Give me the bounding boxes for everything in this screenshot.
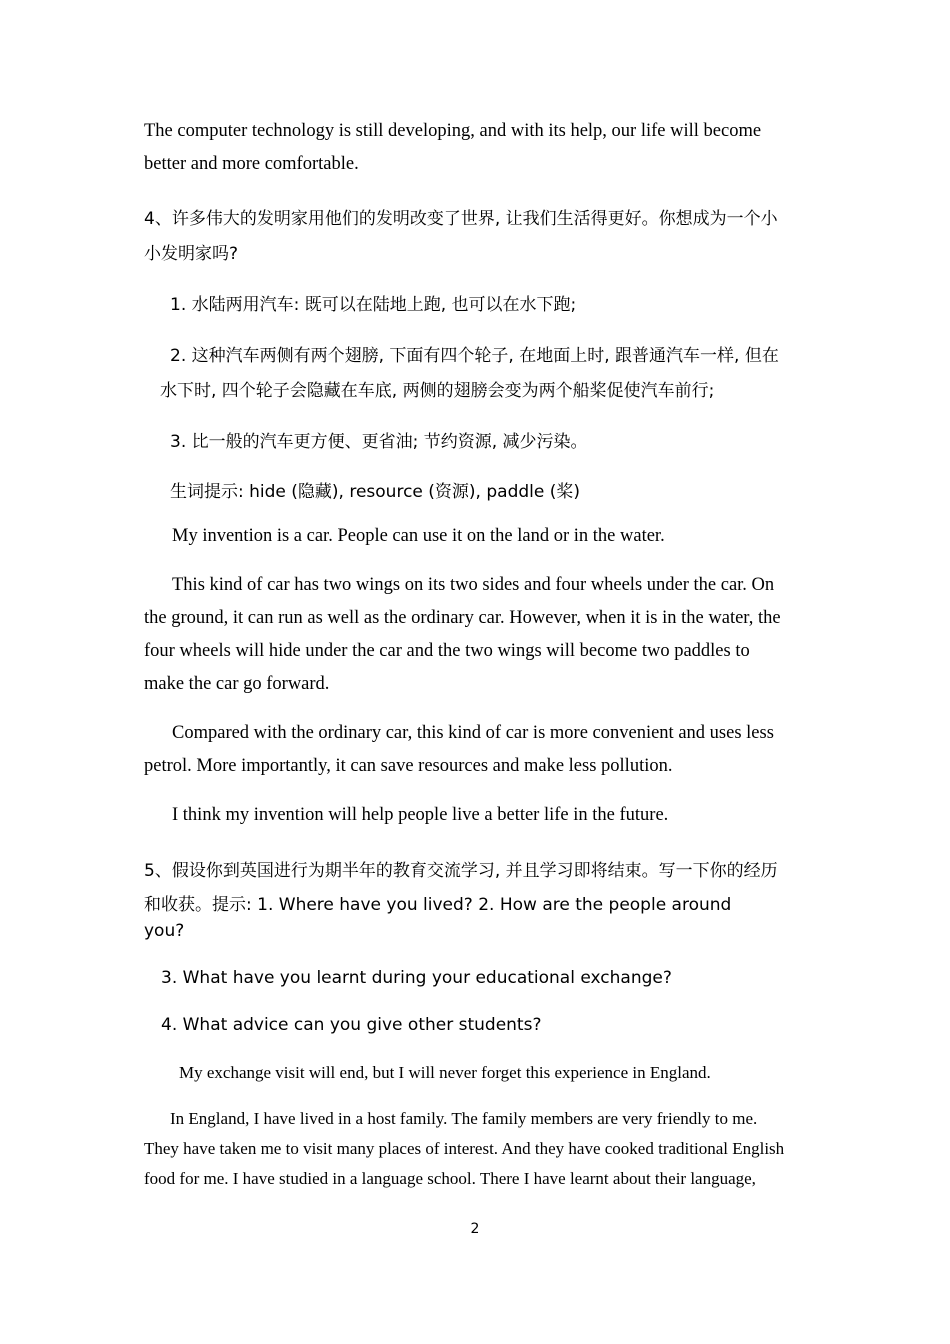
essay-line: food for me. I have studied in a language school. There I have learnt about their language, [144,1169,756,1188]
question-heading: 和收获。提示: 1. Where have you lived? 2. How are the people around [144,895,732,915]
essay-line: They have taken me to visit many places of interest. And they have cooked traditional English [144,1139,785,1158]
essay-line: My exchange visit will end, but I will never forget this experience in England. [179,1063,711,1082]
prompt-point: 水下时, 四个轮子会隐藏在车底, 两侧的翅膀会变为两个船桨促使汽车前行; [160,381,715,401]
essay-line: I think my invention will help people live a better life in the future. [172,805,669,825]
essay-line: Compared with the ordinary car, this kind of car is more convenient and uses less [172,723,774,743]
page-number: 2 [470,1221,480,1237]
prompt-point: 2. 这种汽车两侧有两个翅膀, 下面有四个轮子, 在地面上时, 跟普通汽车一样, 但在 [170,346,779,366]
essay-line: the ground, it can run as well as the ordinary car. However, when it is in the water, the [144,608,781,628]
question-heading: 小发明家吗? [144,244,239,264]
text-line: The computer technology is still developing, and with its help, our life will become [144,121,762,141]
text-line: better and more comfortable. [144,154,359,174]
essay-line: In England, I have lived in a host family. The family members are very friendly to me. [170,1109,758,1128]
essay-line: petrol. More importantly, it can save resources and make less pollution. [144,756,673,776]
essay-line: My invention is a car. People can use it on the land or in the water. [172,526,665,546]
prompt-point: 1. 水陆两用汽车: 既可以在陆地上跑, 也可以在水下跑; [170,295,577,315]
question-heading: you? [144,921,185,941]
essay-line: four wheels will hide under the car and the two wings will become two paddles to [144,641,750,661]
question-heading: 4、许多伟大的发明家用他们的发明改变了世界, 让我们生活得更好。你想成为一个小 [144,209,778,229]
question-heading: 5、假设你到英国进行为期半年的教育交流学习, 并且学习即将结束。写一下你的经历 [144,861,778,881]
prompt-point: 3. 比一般的汽车更方便、更省油; 节约资源, 减少污染。 [170,432,588,452]
essay-line: This kind of car has two wings on its two sides and four wheels under the car. On [172,575,775,595]
vocabulary-hint: 生词提示: hide (隐藏), resource (资源), paddle (桨) [170,482,581,502]
essay-line: make the car go forward. [144,674,330,694]
prompt-point: 3. What have you learnt during your educational exchange? [161,968,672,988]
prompt-point: 4. What advice can you give other students? [161,1015,542,1035]
